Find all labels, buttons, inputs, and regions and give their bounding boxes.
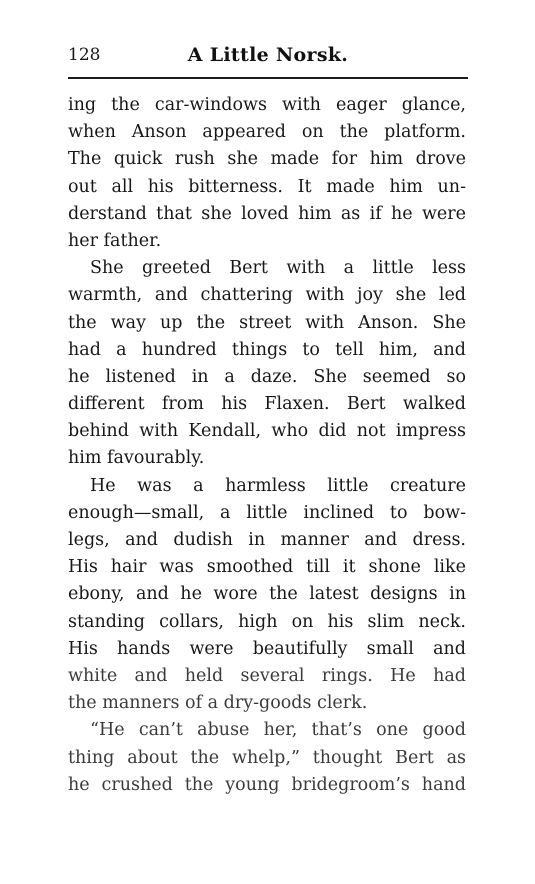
running-head [68, 40, 468, 70]
text-line: the way up the street with Anson. She [68, 312, 466, 333]
text-line: She greeted Bert with a little less [90, 258, 466, 279]
text-line: His hands were beautifully small and [68, 638, 466, 659]
text-line: out all his bitterness. It made him un- [68, 176, 466, 197]
text-line: different from his Flaxen. Bert walked [68, 394, 466, 415]
text-line: His hair was smoothed till it shone like [68, 557, 466, 578]
paragraph-3 [68, 473, 466, 718]
paragraph-1 [68, 92, 466, 255]
text-line: thing about the whelp,” thought Bert as [68, 747, 466, 768]
text-line: had a hundred things to tell him, and [68, 339, 466, 360]
text-line: he listened in a daze. She seemed so [68, 366, 466, 387]
paragraph-4 [68, 717, 466, 799]
text-line: He was a harmless little creature [90, 475, 466, 496]
text-line: standing collars, high on his slim neck. [68, 611, 466, 632]
text-line: behind with Kendall, who did not impress [68, 421, 466, 442]
page-number: 128 [68, 45, 101, 65]
running-title: A Little Norsk. [187, 44, 349, 66]
text-line: legs, and dudish in manner and dress. [68, 530, 466, 550]
text-line: “He can’t abuse her, that’s one good [90, 720, 466, 741]
text-line: The quick rush she made for him drove [68, 149, 466, 170]
paragraph-2 [68, 255, 466, 473]
text-line: enough—small, a little inclined to bow- [68, 502, 466, 523]
header-rule [68, 77, 468, 79]
text-line: him favourably. [68, 448, 205, 469]
text-line: white and held several rings. He had [68, 665, 466, 686]
text-line: derstand that she loved him as if he were [68, 203, 466, 224]
text-line: the manners of a dry-goods clerk. [68, 693, 368, 714]
body-text [68, 92, 466, 799]
text-line: ebony, and he wore the latest designs in [68, 584, 466, 605]
text-line: ing the car-windows with eager glance, [68, 95, 466, 115]
text-line: when Anson appeared on the platform. [68, 122, 466, 143]
text-line: he crushed the young bridegroom’s hand [68, 774, 466, 795]
text-line: warmth, and chattering with joy she led [68, 285, 466, 306]
text-line: her father. [68, 230, 162, 251]
